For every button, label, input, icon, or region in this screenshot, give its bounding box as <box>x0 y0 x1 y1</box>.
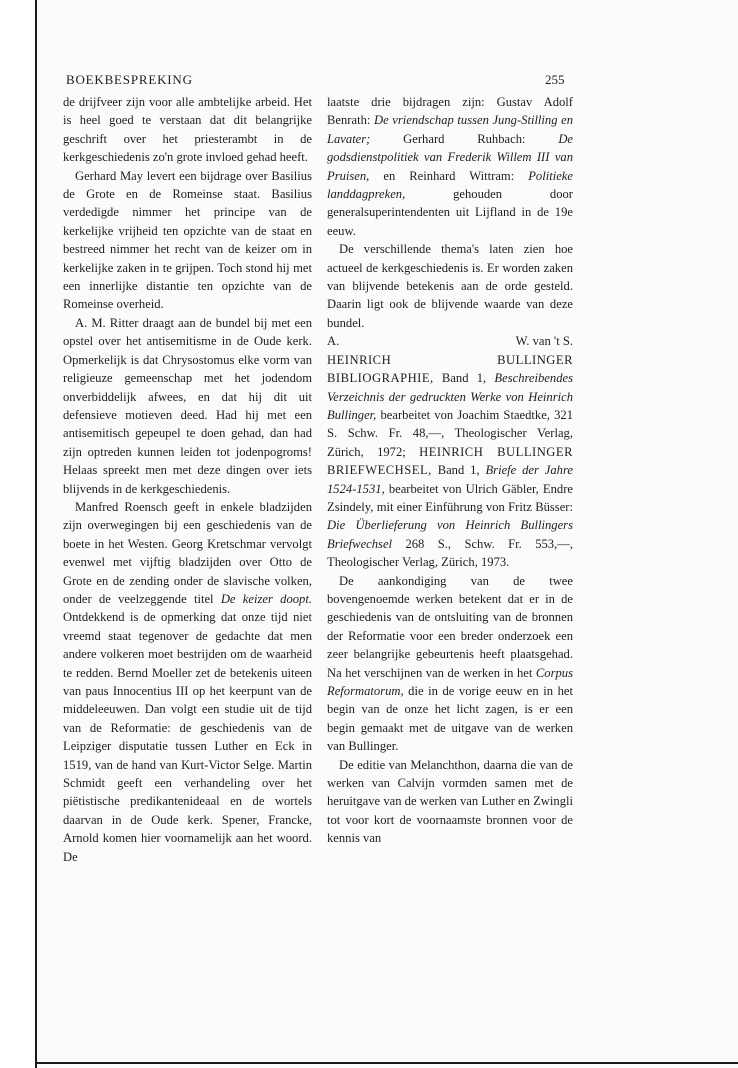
left-column <box>63 93 312 866</box>
text-run: die in de vorige eeuw en in het begin van de onze het licht zagen, is er een begin gemaakt met de uitgave van de werken van Bullinger. <box>327 684 573 754</box>
page-number: 255 <box>545 72 565 87</box>
text-run: en Reinhard Wittram: <box>369 168 529 183</box>
paragraph: A. M. Ritter draagt aan de bundel bij met een opstel over het antisemitisme in de Oude kerk. Opmerkelijk is dat Chrysostomus elke vorm van religieuze gemeenschap met het jodendom onverbiddelijk afwees, en dat hij dit uit defensieve motieven deed. Had hij met een antisemitisch gepeupel te doen gehad, dan had zijn optreden kunnen leiden tot jodenpogroms! Helaas spreekt men met deze dingen over iets blijvends in de kerkgeschiedenis. <box>63 315 312 496</box>
running-header: BOEKBESPREKING <box>66 72 193 87</box>
paragraph: de drijfveer zijn voor alle ambtelijke arbeid. Het is heel goed te verstaan dat dit belangrijke geschrift over het priesterambt in de kerkgeschiedenis zo'n grote invloed gehad heeft. <box>63 95 312 165</box>
italic-title: Briefe der Jahre 1524-1531, <box>327 463 574 496</box>
italic-title: Corpus Reformatorum, <box>327 665 573 698</box>
text-run: Band 1, <box>433 371 495 386</box>
page-edge-left <box>35 0 37 1068</box>
text-run: bearbeitet von Ulrich Gäbler, Endre Zsindely, mit einer Einführung von Fritz Büsser: <box>327 481 573 514</box>
text-run: Ontdekkend is de opmerking dat onze tijd niet vreemd staat tegenover de gedachte dat men andere volkeren moet bestrijden om de waarheid te redden. Bernd Moeller zet de betekenis uiteen van paus Innocentius III op het keerpunt van de middeleeuwen. Dan volgt een studie uit de tijd van de Reformatie: de geschiedenis van de Leipziger disputatie tussen Luther en Eck in 1519, van de hand van Kurt-Victor Selge. Martin Schmidt geeft een verhandeling over het piëtistische predikantenideaal en de wortels daarvan in de Oude kerk. Spener, Francke, Arnold komen hier voornamelijk aan het woord. De <box>63 610 312 864</box>
right-column <box>327 93 573 848</box>
italic-title: De keizer doopt. <box>220 591 312 606</box>
text-run: gehouden door generalsuperintendenten uit Lijfland in de 19e eeuw. <box>327 187 573 238</box>
paragraph <box>63 498 312 866</box>
signature-author: W. van 't S. <box>515 334 573 349</box>
page-edge-bottom <box>35 1062 738 1064</box>
bibliography-entry <box>327 351 573 572</box>
text-run: Gerhard Ruhbach: <box>370 131 559 146</box>
italic-title: De godsdienstpolitiek van Frederik Willem III van Pruisen, <box>327 131 573 183</box>
text-run: De aankondiging van de twee bovengenoemde werken betekent dat er in de geschiedenis van de ontsluiting van de bronnen der Reformatie voor een breder onderzoek een zeer belangrijke gebeurtenis heeft plaatsgehad. Na het verschijnen van de werken in het <box>327 573 573 680</box>
italic-title: Die Überlieferung von Heinrich Bullingers Briefwechsel <box>327 518 573 551</box>
paragraph: Gerhard May levert een bijdrage over Basilius de Grote en de Romeinse staat. Basilius verdedigde nimmer het principe van de kerkelijke vrijheid ten opzichte van de staat en bestreed nimmer het recht van de keizer om in kerkelijke zaken in te grijpen. Toch stond hij met een innerlijke distantie ten opzichte van de Romeinse overheid. <box>63 168 312 312</box>
paragraph: De verschillende thema's laten zien hoe actueel de kerkgeschiedenis is. Er worden zaken van blijvende betekenis aan de orde gesteld. Daarin ligt ook de blijvende waarde van deze bundel. <box>327 242 573 330</box>
paragraph: De editie van Melanchthon, daarna die van de werken van Calvijn vormden samen met de heruitgave van de werken van Luther en Zwingli tot voor kort de voornaamste bronnen voor de kennis van <box>327 757 573 846</box>
italic-title: De vriendschap tussen Jung-Stilling en Lavater; <box>327 113 574 146</box>
italic-title: Politieke landdagpreken, <box>327 168 573 202</box>
text-run: 268 S., Schw. Fr. 553,—, Theologischer Verlag, Zürich, 1973. <box>327 536 573 570</box>
book-title: HEINRICH BULLINGER BRIEFWECHSEL, <box>327 444 573 478</box>
paragraph <box>327 93 573 240</box>
book-title: HEINRICH BULLINGER BIBLIOGRAPHIE, <box>327 352 573 386</box>
italic-title: Beschreibendes Verzeichnis der gedruckten Werke von Heinrich Bullinger, <box>327 371 573 422</box>
review-signature <box>327 332 573 350</box>
text-run: laatste drie bijdragen zijn: Gustav Adolf Benrath: <box>327 95 573 128</box>
text-run: bearbeitet von Joachim Staedtke, 321 S. Schw. Fr. 48,—, Theologischer Verlag, Zürich, 1972; <box>327 407 573 459</box>
signature-initial: A. <box>327 334 340 349</box>
text-run: Manfred Roensch geeft in enkele bladzijden zijn overwegingen bij een geschiedenis van de boete in het Westen. Georg Kretschmar vervolgt evenwel met vijftig bladzijden over Otto de Grote en de zending onder de slavische volken, onder de veelzeggende titel <box>63 499 312 606</box>
paragraph <box>327 572 573 756</box>
text-run: Band 1, <box>431 463 486 478</box>
